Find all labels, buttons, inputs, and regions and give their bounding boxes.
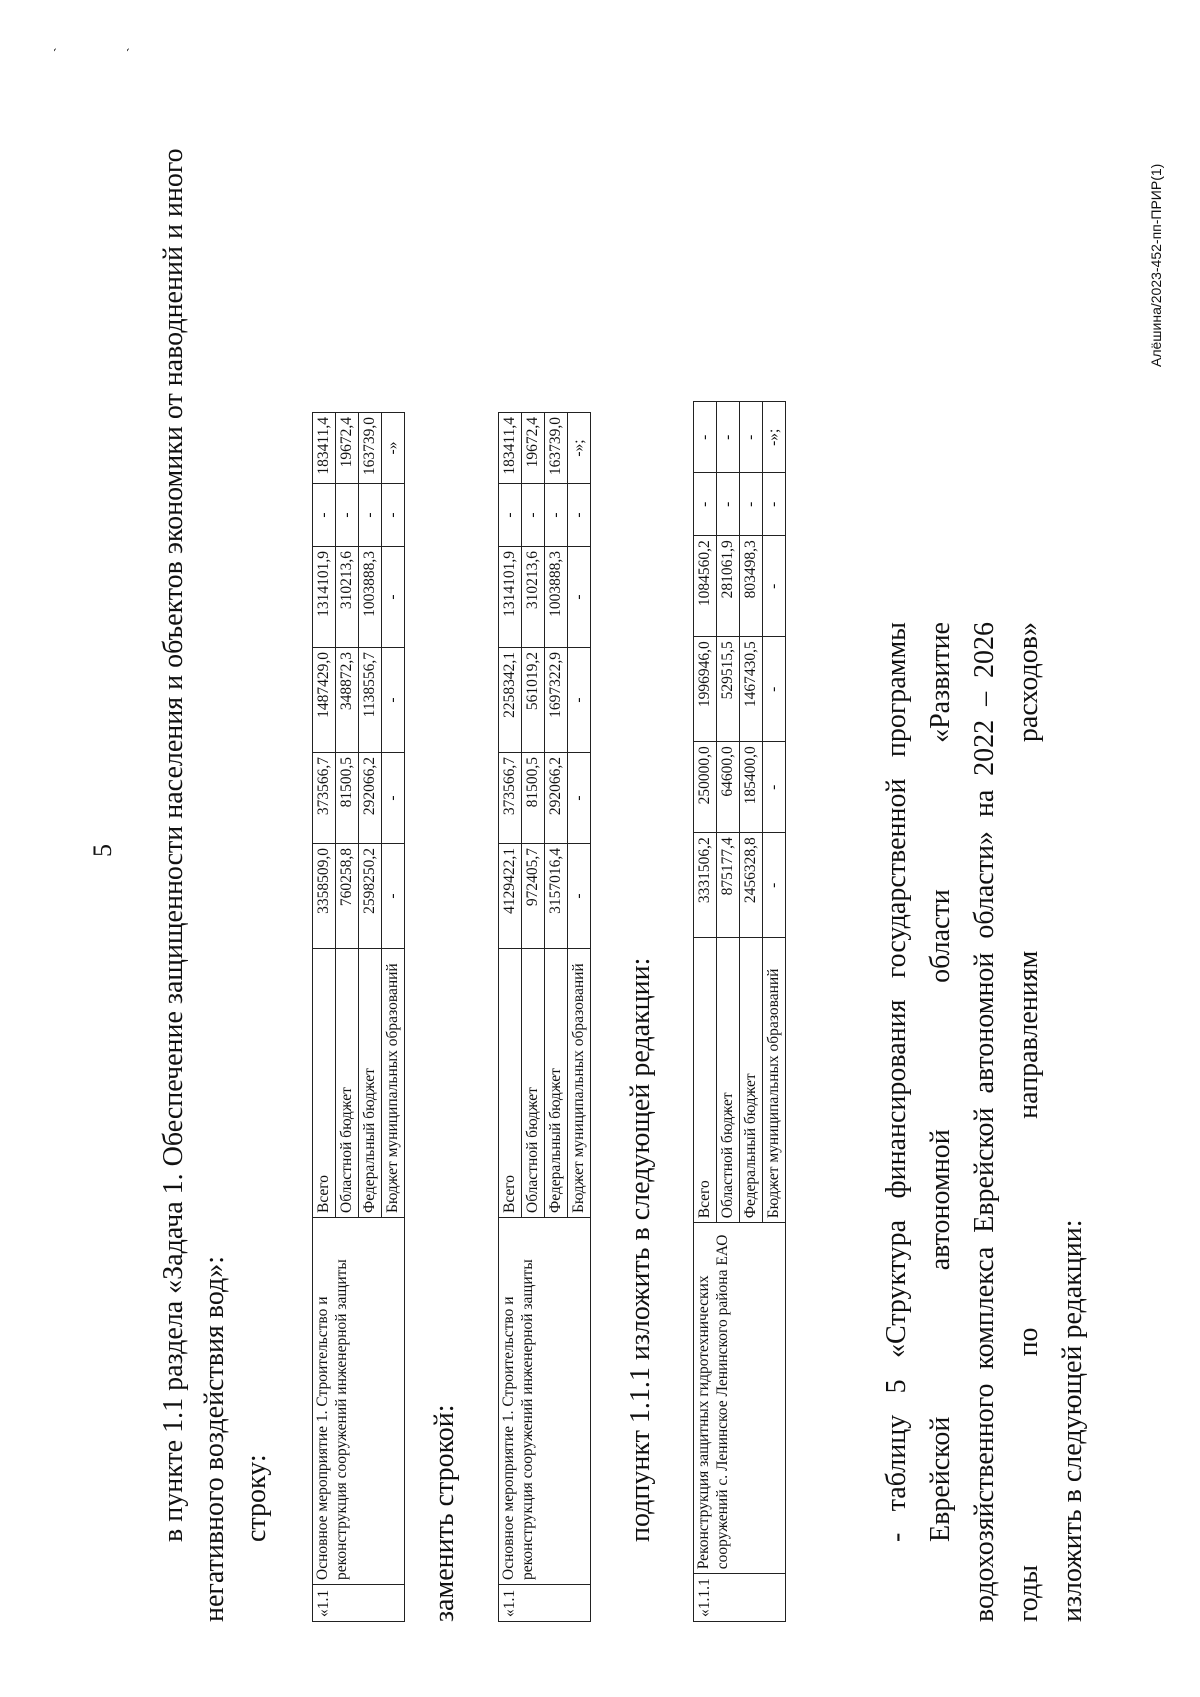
value-cell: 163739,0	[359, 413, 382, 484]
new-row-table	[498, 412, 591, 1622]
scan-mark: ˏ	[115, 47, 130, 52]
value-cell: 1138556,7	[359, 648, 382, 753]
value-cell: 185400,0	[740, 742, 763, 833]
value-cell: -	[717, 402, 740, 473]
footer-code: Алёшина/2023-452-пп-ПРИР(1)	[1148, 163, 1164, 367]
value-cell: 1487429,0	[313, 648, 336, 753]
value-cell: -	[568, 844, 591, 949]
value-cell: 1314101,9	[499, 547, 522, 648]
value-cell: 348872,3	[336, 648, 359, 753]
value-cell: -	[336, 484, 359, 547]
row-name: Основное мероприятие 1. Строительство и реконструкция сооружений инженерной защиты	[313, 1218, 405, 1585]
value-cell: -	[717, 473, 740, 536]
row-code: «1.1.1	[694, 1574, 786, 1622]
value-cell: -	[694, 473, 717, 536]
value-cell: 3157016,4	[545, 844, 568, 949]
value-cell: 19672,4	[336, 413, 359, 484]
value-cell: 183411,4	[313, 413, 336, 484]
value-cell: 310213,6	[336, 547, 359, 648]
subitem-row-table	[693, 401, 786, 1622]
source-cell: Областной бюджет	[522, 949, 545, 1218]
value-cell: 64600,0	[717, 742, 740, 833]
value-cell: -	[499, 484, 522, 547]
value-cell: -	[545, 484, 568, 547]
value-cell: 373566,7	[313, 753, 336, 844]
source-cell: Бюджет муниципальных образований	[568, 949, 591, 1218]
value-cell: -	[763, 637, 786, 742]
value-cell: 803498,3	[740, 536, 763, 637]
replace-label: заменить строкой:	[429, 1404, 460, 1622]
row-code: «1.1	[499, 1585, 591, 1622]
value-cell: 3331506,2	[694, 833, 717, 938]
value-cell: -»	[382, 413, 405, 484]
value-cell: -»;	[763, 402, 786, 473]
value-cell: -	[763, 833, 786, 938]
value-cell: 81500,5	[522, 753, 545, 844]
value-cell: 875177,4	[717, 833, 740, 938]
value-cell: -	[313, 484, 336, 547]
value-cell: 1314101,9	[313, 547, 336, 648]
value-cell: 310213,6	[522, 547, 545, 648]
source-cell: Областной бюджет	[717, 938, 740, 1223]
value-cell: 561019,2	[522, 648, 545, 753]
subitem-label: подпункт 1.1.1 изложить в следующей редакции:	[625, 957, 656, 1542]
value-cell: 81500,5	[336, 753, 359, 844]
value-cell: 972405,7	[522, 844, 545, 949]
page-number: 5	[88, 844, 117, 857]
old-row-table	[312, 412, 405, 1622]
value-cell: -	[382, 648, 405, 753]
source-cell: Федеральный бюджет	[545, 949, 568, 1218]
source-cell: Бюджет муниципальных образований	[382, 949, 405, 1218]
value-cell: -	[382, 753, 405, 844]
value-cell: 1697322,9	[545, 648, 568, 753]
intro-line-1: в пункте 1.1 раздела «Задача 1. Обеспечение защищенности населения и объектов экономики от наводнений и иного	[158, 148, 189, 1542]
row-name: Основное мероприятие 1. Строительство и реконструкция сооружений инженерной защиты	[499, 1218, 591, 1585]
value-cell: -	[382, 547, 405, 648]
value-cell: 1996946,0	[694, 637, 717, 742]
table5-paragraph	[875, 622, 1095, 1622]
value-cell: 1003888,3	[545, 547, 568, 648]
value-cell: 4129422,1	[499, 844, 522, 949]
source-cell: Бюджет муниципальных образований	[763, 938, 786, 1223]
value-cell: -	[763, 473, 786, 536]
intro-line-2: негативного воздействия вод»:	[199, 1255, 230, 1622]
value-cell: -	[568, 547, 591, 648]
intro-line-3: строку:	[241, 1454, 272, 1542]
value-cell: -	[568, 648, 591, 753]
row-code: «1.1	[313, 1585, 405, 1622]
value-cell: -	[740, 473, 763, 536]
value-cell: 2456328,8	[740, 833, 763, 938]
value-cell: -	[740, 402, 763, 473]
value-cell: 1003888,3	[359, 547, 382, 648]
table5-line-3: изложить в следующей редакции:	[1057, 1219, 1088, 1622]
value-cell: 2258342,1	[499, 648, 522, 753]
value-cell: 1467430,5	[740, 637, 763, 742]
value-cell: 292066,2	[359, 753, 382, 844]
source-cell: Всего	[694, 938, 717, 1223]
source-cell: Всего	[499, 949, 522, 1218]
value-cell: -	[694, 402, 717, 473]
value-cell: 183411,4	[499, 413, 522, 484]
value-cell: 2598250,2	[359, 844, 382, 949]
value-cell: 373566,7	[499, 753, 522, 844]
source-cell: Федеральный бюджет	[359, 949, 382, 1218]
value-cell: -	[568, 753, 591, 844]
scan-mark: ˎ	[42, 47, 57, 52]
value-cell: 529515,5	[717, 637, 740, 742]
row-name: Реконструкция защитных гидротехнических сооружений с. Ленинское Ленинского района ЕАО	[694, 1223, 786, 1574]
value-cell: -	[522, 484, 545, 547]
source-cell: Федеральный бюджет	[740, 938, 763, 1223]
value-cell: -	[382, 484, 405, 547]
value-cell: -	[359, 484, 382, 547]
value-cell: 3358509,0	[313, 844, 336, 949]
value-cell: -	[382, 844, 405, 949]
source-cell: Областной бюджет	[336, 949, 359, 1218]
table5-line-1: - таблицу 5 «Структура финансирования государственной программы Еврейской автономной области «Развитие	[881, 622, 956, 1542]
value-cell: -	[763, 536, 786, 637]
value-cell: -	[568, 484, 591, 547]
value-cell: 281061,9	[717, 536, 740, 637]
value-cell: -»;	[568, 413, 591, 484]
value-cell: 292066,2	[545, 753, 568, 844]
value-cell: 19672,4	[522, 413, 545, 484]
source-cell: Всего	[313, 949, 336, 1218]
table5-line-2: водохозяйственного комплекса Еврейской автономной области» на 2022 – 2026 годы по направлениям расходов»	[969, 622, 1044, 1622]
value-cell: 163739,0	[545, 413, 568, 484]
value-cell: 760258,8	[336, 844, 359, 949]
value-cell: -	[763, 742, 786, 833]
value-cell: 1084560,2	[694, 536, 717, 637]
value-cell: 250000,0	[694, 742, 717, 833]
